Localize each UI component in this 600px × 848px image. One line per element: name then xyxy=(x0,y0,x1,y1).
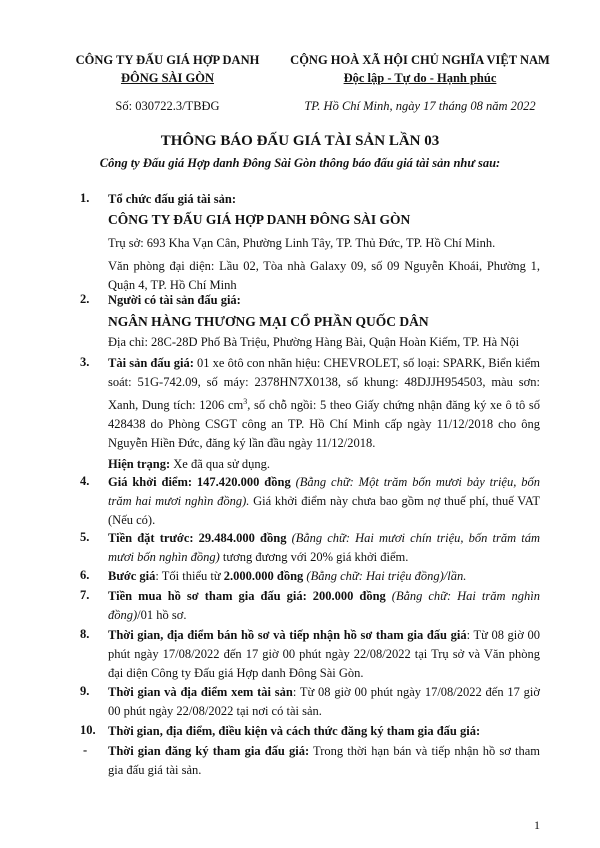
section-7-number: 7. xyxy=(80,588,90,602)
page-number: 1 xyxy=(534,818,540,832)
viewing-time-place-label: Thời gian và địa điểm xem tài sản xyxy=(108,685,293,699)
section-4 xyxy=(108,473,540,530)
document-number: Số: 030722.3/TBĐG xyxy=(115,99,220,113)
asset-description: 01 xe ôtô con nhãn hiệu: CHEVROLET, số loại: SPARK, Biển kiểm soát: 51G-742.09, số máy: 2378HN7X0138, số khung: 48DJJH954503, màu sơn: Xanh, Dung tích: 1206 cm xyxy=(108,356,540,413)
company-name-line1: CÔNG TY ĐẤU GIÁ HỢP DANH xyxy=(75,53,260,67)
viewing-time-place-text: : Từ 08 giờ 00 phút ngày 17/08/2022 đến 17 giờ 00 phút ngày 22/08/2022 tại nơi có tài sản. xyxy=(108,685,540,718)
section-3 xyxy=(108,354,540,474)
motto: Độc lập - Tự do - Hạnh phúc xyxy=(343,71,497,85)
starting-price-in-words: (Bằng chữ: Một trăm bốn mươi bảy triệu, bốn trăm hai mươi nghìn đồng). xyxy=(108,475,540,508)
dossier-time-place-text: : Từ 08 giờ 00 phút ngày 17/08/2022 đến 17 giờ 00 phút ngày 22/08/2022 tại Trụ sở và Văn phòng đại diện Công ty Đấu giá Hợp danh Đông Sài Gòn. xyxy=(108,628,540,680)
asset-status-text: Xe đã qua sử dụng. xyxy=(170,457,270,472)
starting-price-note: Giá khởi điểm này chưa bao gồm nợ thuế phí, thuế VAT (Nếu có). xyxy=(108,494,540,527)
section-6 xyxy=(108,567,540,586)
document-date: TP. Hồ Chí Minh, ngày 17 tháng 08 năm 2022 xyxy=(304,99,536,113)
starting-price: Giá khởi điểm: 147.420.000 đồng xyxy=(108,475,291,489)
registration-heading: Thời gian, địa điểm, điều kiện và cách thức đăng ký tham gia đấu giá: xyxy=(108,724,481,738)
section-2-heading: Người có tài sản đấu giá: xyxy=(108,293,241,307)
asset-owner-address: Địa chỉ: 28C-28D Phố Bà Triệu, Phường Hàng Bài, Quận Hoàn Kiếm, TP. Hà Nội xyxy=(108,335,520,349)
section-5-number: 5. xyxy=(80,530,90,544)
section-6-number: 6. xyxy=(80,568,90,582)
bid-step-amount: 2.000.000 đồng xyxy=(223,569,304,583)
section-4-number: 4. xyxy=(80,474,90,488)
section-9-number: 9. xyxy=(80,684,90,698)
section-2-number: 2. xyxy=(80,292,90,306)
deposit-note: tương đương với 20% giá khởi điểm. xyxy=(219,550,409,564)
section-1 xyxy=(108,190,540,295)
section-8 xyxy=(108,626,540,683)
registration-time-label: Thời gian đăng ký tham gia đấu giá: xyxy=(108,744,310,758)
section-2 xyxy=(108,291,540,352)
asset-status-label: Hiện trạng: xyxy=(108,457,171,472)
country-name: CỘNG HOÀ XÃ HỘI CHỦ NGHĨA VIỆT NAM xyxy=(290,53,550,67)
section-9 xyxy=(108,683,540,721)
dossier-fee-in-words: (Bằng chữ: Hai trăm nghìn đồng) xyxy=(108,589,540,622)
section-3-heading: Tài sản đấu giá: xyxy=(108,356,194,370)
section-1-number: 1. xyxy=(80,191,90,205)
section-10-number: 10. xyxy=(80,723,96,737)
company-name-line2: ĐÔNG SÀI GÒN xyxy=(120,71,215,85)
auctioneer-head-office: Trụ sở: 693 Kha Vạn Cân, Phường Linh Tây, TP. Thủ Đức, TP. Hồ Chí Minh. xyxy=(108,236,496,250)
section-5 xyxy=(108,529,540,567)
asset-description-cont: , số chỗ ngồi: 5 theo Giấy chứng nhận đăng ký xe ô tô số 428438 do Phòng CSGT công an TP. Hồ Chí Minh cấp ngày 11/12/2018 cho ông Nguyễn Hiền Đức, đăng ký lần đầu ngày 11/12/2018. xyxy=(108,398,541,451)
deposit-amount: Tiền đặt trước: 29.484.000 đồng xyxy=(108,531,287,545)
asset-owner-name: NGÂN HÀNG THƯƠNG MẠI CỔ PHẦN QUỐC DÂN xyxy=(108,314,429,329)
section-1-heading: Tổ chức đấu giá tài sản: xyxy=(108,192,237,206)
bid-step-text: : Tối thiểu từ xyxy=(155,569,224,583)
dossier-fee: Tiền mua hồ sơ tham gia đấu giá: 200.000 đồng xyxy=(108,589,386,603)
section-7 xyxy=(108,587,540,625)
intro-line: Công ty Đấu giá Hợp danh Đông Sài Gòn thông báo đấu giá tài sản như sau: xyxy=(99,156,501,170)
section-10-registration-time xyxy=(108,742,540,780)
section-10-bullet: - xyxy=(83,743,88,757)
cubic-superscript: 3 xyxy=(243,397,248,406)
document-title: THÔNG BÁO ĐẤU GIÁ TÀI SẢN LẦN 03 xyxy=(160,133,440,149)
dossier-fee-unit: /01 hồ sơ. xyxy=(137,608,187,622)
deposit-in-words: (Bằng chữ: Hai mươi chín triệu, bốn trăm tám mươi bốn nghìn đồng) xyxy=(108,531,541,564)
registration-time-text: Trong thời hạn bán và tiếp nhận hồ sơ tham gia đấu giá tài sản. xyxy=(108,744,540,777)
bid-step-label: Bước giá xyxy=(108,569,156,583)
bid-step-in-words: (Bằng chữ: Hai triệu đồng)/lần. xyxy=(303,569,467,583)
section-3-number: 3. xyxy=(80,355,90,369)
section-8-number: 8. xyxy=(80,627,90,641)
dossier-time-place-label: Thời gian, địa điểm bán hồ sơ và tiếp nhận hồ sơ tham gia đấu giá xyxy=(108,628,467,642)
auctioneer-rep-office: Văn phòng đại diện: Lầu 02, Tòa nhà Galaxy 09, số 09 Nguyễn Khoái, Phường 1, Quận 4, TP. Hồ Chí Minh xyxy=(108,259,540,292)
section-10 xyxy=(108,722,540,741)
auctioneer-name: CÔNG TY ĐẤU GIÁ HỢP DANH ĐÔNG SÀI GÒN xyxy=(108,212,411,227)
